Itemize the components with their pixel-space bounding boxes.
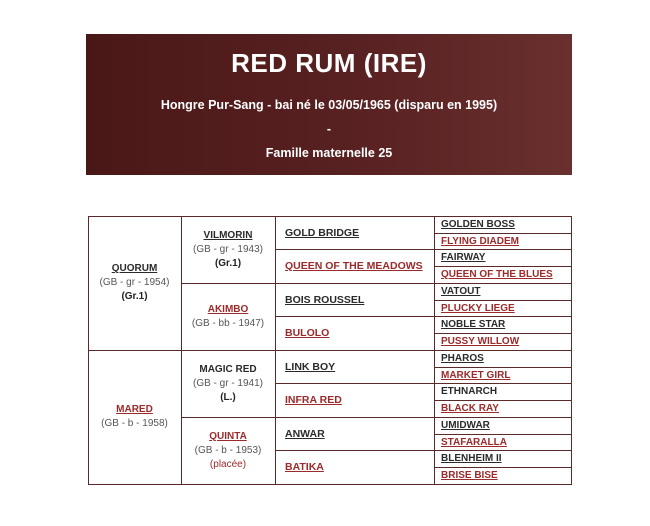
sire-detail: (GB - gr - 1954) xyxy=(99,277,170,288)
gen3-ancestor[interactable]: INFRA RED xyxy=(285,394,342,406)
gen4-ancestor[interactable]: STAFARALLA xyxy=(441,436,507,448)
gen4-ancestor[interactable]: UMIDWAR xyxy=(441,420,490,431)
gen4-ancestor: ETHNARCH xyxy=(441,386,498,397)
ancestor-detail: (GB - gr - 1941) xyxy=(192,377,264,389)
gen4-ancestor[interactable]: MARKET GIRL xyxy=(441,369,511,381)
maternal-family: Famille maternelle 25 xyxy=(265,146,393,160)
gen3-ancestor[interactable]: ANWAR xyxy=(285,427,325,440)
gen3-ancestor[interactable]: BATIKA xyxy=(285,461,324,473)
gen2-cell xyxy=(181,350,275,417)
separator: - xyxy=(326,122,332,136)
gen4-ancestor[interactable]: BLACK RAY xyxy=(441,403,499,414)
gen4-ancestor[interactable]: FAIRWAY xyxy=(441,252,486,263)
gen4-ancestor[interactable]: BRISE BISE xyxy=(441,470,498,481)
sire-note: (Gr.1) xyxy=(121,291,148,302)
ancestor-name: MAGIC RED xyxy=(199,363,257,375)
ancestor-detail: (GB - b - 1953) xyxy=(194,444,262,456)
gen3-ancestor[interactable]: QUEEN OF THE MEADOWS xyxy=(285,260,423,272)
horse-title: RED RUM (IRE) xyxy=(231,48,427,78)
gen4-ancestor[interactable]: QUEEN OF THE BLUES xyxy=(441,269,553,280)
sire-name[interactable]: QUORUM xyxy=(111,263,158,274)
horse-description: Hongre Pur-Sang - bai né le 03/05/1965 (disparu en 1995) xyxy=(160,98,498,112)
gen2-cell xyxy=(181,283,275,350)
dam-name[interactable]: MARED xyxy=(116,404,153,415)
gen3-ancestor[interactable]: BOIS ROUSSEL xyxy=(285,293,365,306)
ancestor-note: (placée) xyxy=(209,458,247,470)
pedigree-table xyxy=(88,216,572,486)
dam-detail: (GB - b - 1958) xyxy=(101,418,168,429)
gen4-ancestor[interactable]: PLUCKY LIEGE xyxy=(441,302,515,314)
ancestor-detail: (GB - gr - 1943) xyxy=(192,243,264,255)
gen4-ancestor[interactable]: VATOUT xyxy=(441,286,481,297)
ancestor-note: (L.) xyxy=(220,391,236,403)
gen4-ancestor[interactable]: GOLDEN BOSS xyxy=(441,219,515,230)
gen2-cell xyxy=(181,216,275,283)
gen4-ancestor[interactable]: NOBLE STAR xyxy=(441,319,506,330)
ancestor-note: (Gr.1) xyxy=(214,257,242,269)
header-banner xyxy=(86,34,572,175)
gen3-ancestor[interactable]: LINK BOY xyxy=(285,360,336,373)
ancestor-name[interactable]: VILMORIN xyxy=(203,229,253,241)
sire-cell xyxy=(88,216,181,350)
dam-cell xyxy=(88,350,181,484)
gen4-ancestor[interactable]: BLENHEIM II xyxy=(441,453,502,464)
ancestor-name[interactable]: AKIMBO xyxy=(207,303,249,315)
gen2-cell xyxy=(181,417,275,484)
ancestor-detail: (GB - bb - 1947) xyxy=(191,317,265,329)
ancestor-name[interactable]: QUINTA xyxy=(209,430,247,442)
gen4-ancestor[interactable]: PHAROS xyxy=(441,353,484,364)
gen3-ancestor[interactable]: BULOLO xyxy=(285,327,330,339)
gen4-ancestor[interactable]: PUSSY WILLOW xyxy=(441,336,520,347)
gen4-ancestor[interactable]: FLYING DIADEM xyxy=(441,235,519,247)
gen3-ancestor[interactable]: GOLD BRIDGE xyxy=(285,226,360,239)
